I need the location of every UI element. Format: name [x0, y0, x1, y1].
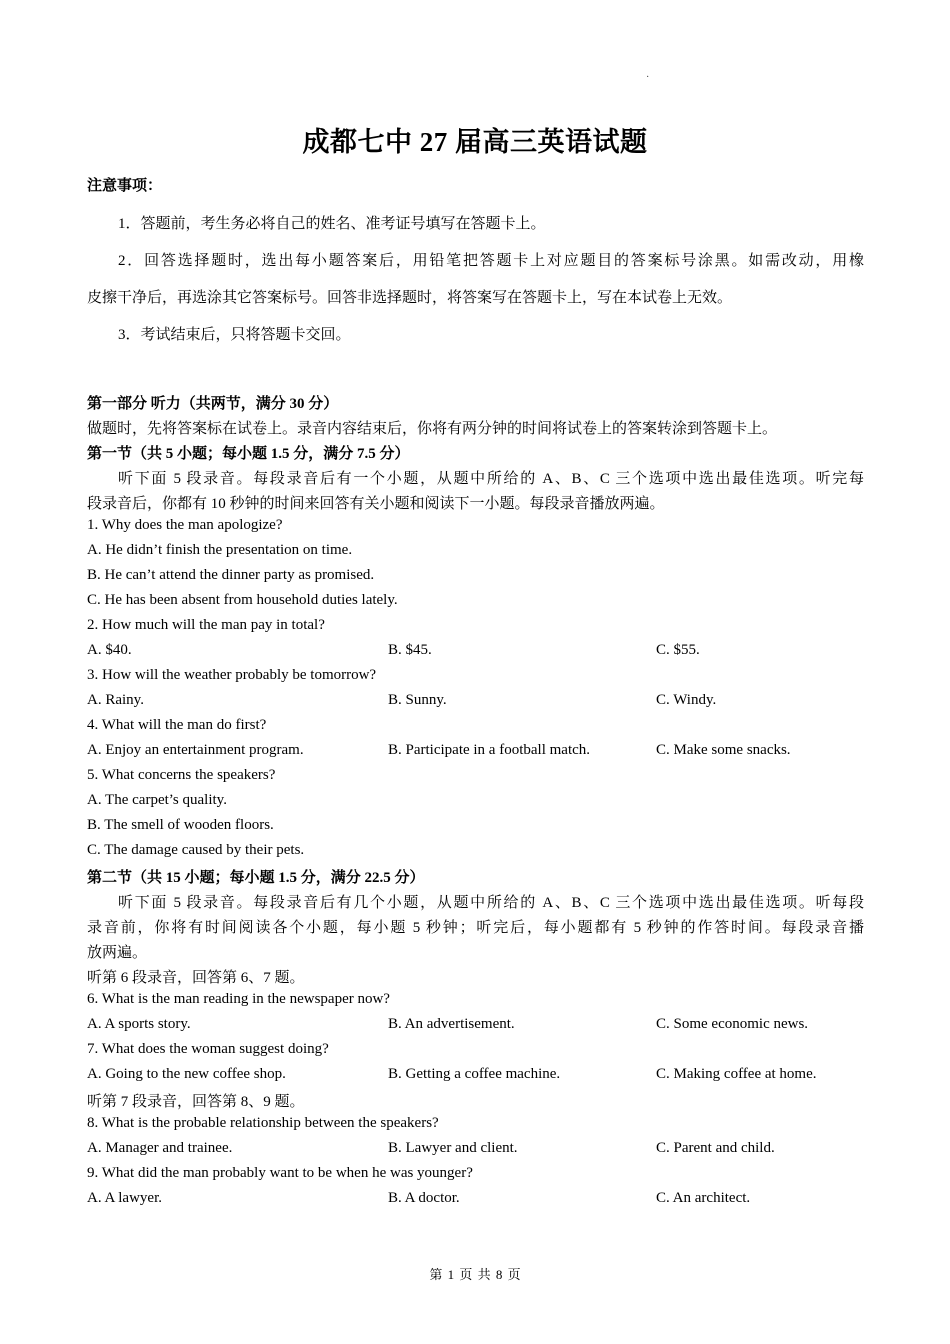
q6-option-c: C. Some economic news. [656, 1016, 809, 1032]
q2-option-a: A. $40. [87, 642, 132, 658]
q2-option-b: B. $45. [388, 642, 432, 658]
passage-7-instruction: 听第 7 段录音，回答第 8、9 题。 [87, 1094, 305, 1110]
q4-option-b: B. Participate in a football match. [388, 742, 591, 758]
section2-intro-line-1: 听下面 5 段录音。每段录音后有几个小题，从题中所给的 A、B、C 三个选项中选出最佳选项。听每段 [118, 895, 864, 911]
q5-option-c: C. The damage caused by their pets. [87, 842, 305, 858]
section2-intro-line-2: 录音前，你将有时间阅读各个小题，每小题 5 秒钟；听完后，每小题都有 5 秒钟的作答时间。每段录音播 [87, 920, 864, 936]
section2-heading: 第二节（共 15 小题；每小题 1.5 分，满分 22.5 分） [87, 870, 425, 886]
question-8: 8. What is the probable relationship between the speakers? [87, 1115, 439, 1131]
part1-heading: 第一部分 听力（共两节，满分 30 分） [87, 396, 339, 412]
question-2: 2. How much will the man pay in total? [87, 617, 325, 633]
section1-intro-line-2: 段录音后，你都有 10 秒钟的时间来回答有关小题和阅读下一小题。每段录音播放两遍。 [87, 496, 665, 512]
q4-option-c: C. Make some snacks. [656, 742, 791, 758]
q3-option-c: C. Windy. [656, 692, 717, 708]
page-title: 成都七中 27 届高三英语试题 [302, 127, 648, 157]
q4-option-a: A. Enjoy an entertainment program. [87, 742, 304, 758]
question-4: 4. What will the man do first? [87, 717, 267, 733]
q9-option-a: A. A lawyer. [87, 1190, 162, 1206]
q7-option-a: A. Going to the new coffee shop. [87, 1066, 286, 1082]
page-number-footer: 第 1 页 共 8 页 [429, 1267, 521, 1282]
header-mark: · [646, 72, 650, 83]
question-7: 7. What does the woman suggest doing? [87, 1041, 329, 1057]
q3-option-b: B. Sunny. [388, 692, 447, 708]
notice-heading: 注意事项： [87, 178, 163, 194]
q8-option-c: C. Parent and child. [656, 1140, 775, 1156]
question-5: 5. What concerns the speakers? [87, 767, 276, 783]
q9-option-c: C. An architect. [656, 1190, 751, 1206]
q3-option-a: A. Rainy. [87, 692, 144, 708]
notice-item-2-line-2: 皮擦干净后，再选涂其它答案标号。回答非选择题时，将答案写在答题卡上，写在本试卷上无效。 [87, 290, 733, 306]
q5-option-a: A. The carpet’s quality. [87, 792, 227, 808]
q2-option-c: C. $55. [656, 642, 700, 658]
notice-item-1: 1．答题前，考生务必将自己的姓名、准考证号填写在答题卡上。 [118, 216, 546, 232]
question-3: 3. How will the weather probably be tomorrow? [87, 667, 377, 683]
section1-intro-line-1: 听下面 5 段录音。每段录音后有一个小题，从题中所给的 A、B、C 三个选项中选出最佳选项。听完每 [118, 471, 864, 487]
q1-option-a: A. He didn’t finish the presentation on time. [87, 542, 353, 558]
q7-option-c: C. Making coffee at home. [656, 1066, 817, 1082]
question-9: 9. What did the man probably want to be when he was younger? [87, 1165, 473, 1181]
question-6: 6. What is the man reading in the newspaper now? [87, 991, 390, 1007]
part1-instruction: 做题时，先将答案标在试卷上。录音内容结束后，你将有两分钟的时间将试卷上的答案转涂到答题卡上。 [87, 421, 778, 437]
q8-option-a: A. Manager and trainee. [87, 1140, 233, 1156]
q7-option-b: B. Getting a coffee machine. [388, 1066, 561, 1082]
notice-item-3: 3．考试结束后，只将答题卡交回。 [118, 327, 351, 343]
q6-option-a: A. A sports story. [87, 1016, 191, 1032]
section1-heading: 第一节（共 5 小题；每小题 1.5 分，满分 7.5 分） [87, 446, 410, 462]
q6-option-b: B. An advertisement. [388, 1016, 515, 1032]
question-1: 1. Why does the man apologize? [87, 517, 283, 533]
q5-option-b: B. The smell of wooden floors. [87, 817, 274, 833]
section2-intro-line-3: 放两遍。 [87, 945, 148, 961]
q1-option-b: B. He can’t attend the dinner party as promised. [87, 567, 375, 583]
passage-6-instruction: 听第 6 段录音，回答第 6、7 题。 [87, 970, 305, 986]
notice-item-2-line-1: 2．回答选择题时，选出每小题答案后，用铅笔把答题卡上对应题目的答案标号涂黑。如需改动，用橡 [118, 253, 864, 269]
q1-option-c: C. He has been absent from household duties lately. [87, 592, 398, 608]
q8-option-b: B. Lawyer and client. [388, 1140, 518, 1156]
q9-option-b: B. A doctor. [388, 1190, 460, 1206]
